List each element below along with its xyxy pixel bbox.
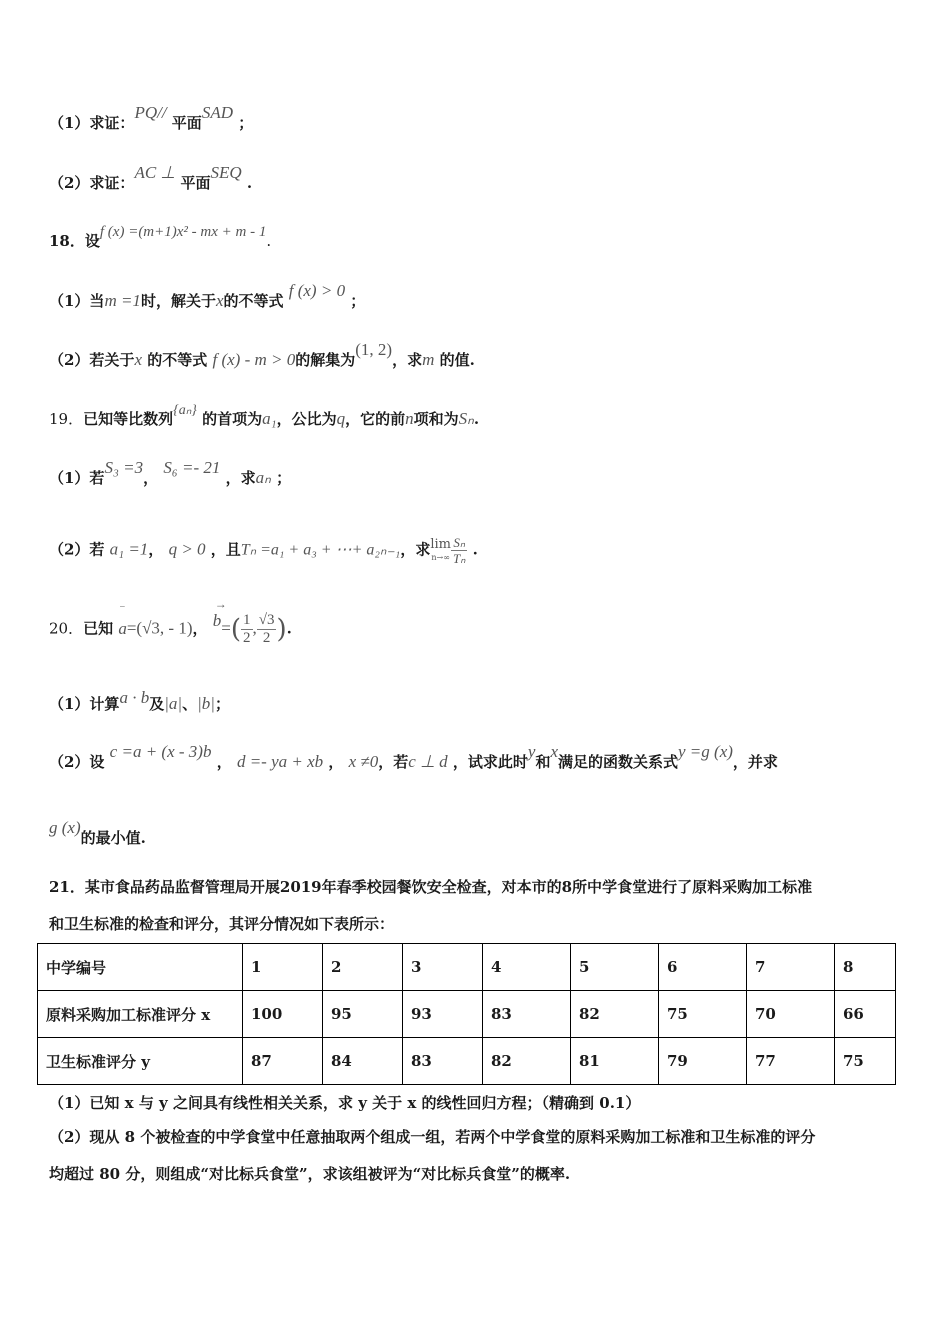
math-vec-a: ‾ a <box>118 604 127 638</box>
math-abs-b: |b| <box>197 694 215 713</box>
table-cell: 7 <box>747 944 835 991</box>
table-cell: 75 <box>835 1038 896 1085</box>
q20-part2 <box>49 742 778 772</box>
q18-end: . <box>266 232 272 250</box>
q20-p2-and: 和 <box>535 753 551 771</box>
math-q: q <box>336 409 346 428</box>
q17-p1-label: （1）求证： <box>49 114 135 132</box>
q21-part1: （1）已知 x 与 y 之间具有线性相关关系，求 y 关于 x 的线性回归方程；（精确到 0.1） <box>49 1094 641 1112</box>
frac-den: 2 <box>243 630 251 646</box>
math-vec-b: → b <box>212 596 227 630</box>
table-row <box>38 991 896 1038</box>
table-cell: 6 <box>659 944 747 991</box>
vec-a-letter: a <box>118 618 127 638</box>
math-sn-over-tn <box>451 535 467 566</box>
q20-p2-d2: 满足的函数关系式 <box>558 753 679 771</box>
q18-p2-c: 的解集为 <box>295 351 356 369</box>
math-m: m <box>422 350 435 369</box>
q17-part2 <box>49 163 253 193</box>
comma: ， <box>143 469 159 487</box>
q18-p2-e: 的值. <box>439 351 475 369</box>
table-cell: 70 <box>747 991 835 1038</box>
table-cell: 77 <box>747 1038 835 1085</box>
math-f-def: f (x) =(m+1)x² - mx + m - 1 <box>99 224 267 240</box>
q20-p1-a: （1）计算 <box>49 695 120 713</box>
math-gx: g (x) <box>49 818 81 837</box>
q19-p2-c: ，求 <box>400 540 431 559</box>
math-x: x <box>550 742 558 761</box>
table-row-header: 中学编号 <box>38 944 243 991</box>
lim-sub: n→∞ <box>431 552 450 562</box>
frac-num: √3 <box>258 612 275 628</box>
q19-p2-b: ，且 <box>210 540 241 559</box>
comma: ， <box>192 619 208 638</box>
table-cell: 79 <box>659 1038 747 1085</box>
table-cell: 87 <box>243 1038 323 1085</box>
math-x: x <box>215 291 224 310</box>
q18-p2-b: 的不等式 <box>147 351 208 369</box>
vec-b-letter: b <box>212 610 222 630</box>
frac-half <box>241 612 253 647</box>
comma: ， <box>328 753 344 771</box>
table-cell: 100 <box>243 991 323 1038</box>
q20-end: . <box>286 619 292 638</box>
q17-p2-label: （2）求证： <box>49 174 135 192</box>
q18-p2-a: （2）若关于 <box>49 351 135 369</box>
math-a-value: =(√3, - 1) <box>126 618 193 638</box>
table-row-header: 卫生标准评分 y <box>38 1038 243 1085</box>
math-pq-parallel: PQ// <box>134 103 167 122</box>
math-a1: a₁ <box>262 409 277 428</box>
separator: 、 <box>182 695 198 713</box>
q18-p1-a: （1）当 <box>49 292 105 310</box>
q19-p1-end: ； <box>276 469 292 487</box>
frac-den: 2 <box>262 630 271 646</box>
frac-sqrt3-half <box>257 612 277 647</box>
frac-num: 1 <box>243 612 251 628</box>
math-limit <box>430 538 451 564</box>
table-cell: 1 <box>243 944 323 991</box>
table-cell: 2 <box>323 944 403 991</box>
q17-part1 <box>49 103 254 133</box>
q19-p1-a: （1）若 <box>49 469 105 487</box>
table-cell: 4 <box>483 944 571 991</box>
table-row-header: 原料采购加工标准评分 x <box>38 991 243 1038</box>
q18-part1 <box>49 281 366 311</box>
q20-part1 <box>49 688 230 714</box>
math-c-def: c =a + (x - 3)b <box>109 742 212 761</box>
q20-p2-e: ，并求 <box>732 753 778 771</box>
q19-p2-end: . <box>472 540 478 559</box>
math-sad: SAD <box>201 103 233 122</box>
q18-stem <box>49 224 272 251</box>
table-row <box>38 944 896 991</box>
math-x-neq-0: x ≠0 <box>348 752 379 771</box>
math-seq-an: {aₙ} <box>173 403 197 418</box>
table-cell: 81 <box>571 1038 659 1085</box>
math-c-perp-d: c ⊥ d <box>408 752 448 771</box>
q21-stem-line2: 和卫生标准的检查和评分，其评分情况如下表所示： <box>49 915 395 933</box>
math-eq: = <box>221 618 231 638</box>
q19-d: 项和为 <box>413 410 459 428</box>
q20-p1-b: 及 <box>149 695 165 713</box>
q20-p2-c2: ，试求此时 <box>452 753 528 771</box>
q21-part2-line2: 均超过 80 分，则组成“对比标兵食堂”，求该组被评为“对比标兵食堂”的概率. <box>49 1165 571 1183</box>
math-a-dot-b: a · b <box>119 688 150 707</box>
table-cell: 5 <box>571 944 659 991</box>
frac-den: Tₙ <box>453 551 466 566</box>
table-cell: 83 <box>403 1038 483 1085</box>
q18-head: 18．设 <box>49 232 100 250</box>
math-an: aₙ <box>255 468 271 487</box>
table-cell: 93 <box>403 991 483 1038</box>
q17-p2-end: . <box>246 174 253 192</box>
q20-p1-end: ； <box>214 695 230 713</box>
math-ac-perp: AC ⊥ <box>134 163 176 182</box>
q18-p1-c: 的不等式 <box>223 292 284 310</box>
q21-stem-line1: 21．某市食品药品监督管理局开展2019年春季校园餐饮安全检查，对本市的8所中学食堂进行了原料采购加工标准 <box>49 878 813 896</box>
math-abs-a: |a| <box>164 694 183 713</box>
lim: lim <box>430 536 451 552</box>
table-cell: 83 <box>483 991 571 1038</box>
table-cell: 82 <box>483 1038 571 1085</box>
table-cell: 66 <box>835 991 896 1038</box>
frac-num: Sₙ <box>451 535 467 551</box>
q17-p2-text: 平面 <box>180 174 211 192</box>
math-a1-eq-1: a₁ =1 <box>109 539 149 559</box>
math-q-gt-0: q > 0 <box>168 539 206 559</box>
q19-p1-b: ，求 <box>225 469 256 487</box>
math-tn-def: Tₙ =a₁ + a₃ + ⋯+ a₂ₙ₋₁ <box>240 541 401 559</box>
q20-p2-line2: 的最小值. <box>80 829 146 847</box>
math-sn: Sₙ <box>458 409 474 428</box>
table-cell: 95 <box>323 991 403 1038</box>
q19-stem: 19．已知等比数列{aₙ} 的首项为a₁，公比为q，它的前n项和为Sₙ. <box>49 403 480 428</box>
q18-p1-b: 时，解关于 <box>140 292 216 310</box>
table-cell: 3 <box>403 944 483 991</box>
q17-p1-text: 平面 <box>171 114 202 132</box>
table-cell: 75 <box>659 991 747 1038</box>
q20-p2-a: （2）设 <box>49 753 105 771</box>
q20-p2-b: ，若 <box>378 753 409 771</box>
math-y-eq-gx: y =g (x) <box>678 742 733 761</box>
q18-p1-end: ； <box>350 292 366 310</box>
math-s3: S₃ =3 <box>104 458 144 477</box>
math-x: x <box>134 350 142 369</box>
q19-end: . <box>473 410 480 428</box>
q19-a: 的首项为 <box>202 410 263 428</box>
math-seq: SEQ <box>210 163 242 182</box>
math-n: n <box>405 409 414 428</box>
table-cell: 82 <box>571 991 659 1038</box>
table-cell: 84 <box>323 1038 403 1085</box>
q19-part1 <box>49 458 292 488</box>
math-y: y <box>527 742 536 761</box>
q19-part2 <box>49 535 478 566</box>
score-table <box>37 943 896 1085</box>
q19-p2-a: （2）若 <box>49 540 105 559</box>
math-fx-minus-m: f (x) - m > 0 <box>212 350 296 369</box>
q21-part2-line1: （2）现从 8 个被检查的中学食堂中任意抽取两个组成一组，若两个中学食堂的原料采购加工标准和卫生标准的评分 <box>49 1128 816 1146</box>
math-interval: (1, 2) <box>355 340 393 359</box>
comma: ， <box>148 540 164 559</box>
math-d-def: d =- ya + xb <box>236 752 324 771</box>
q18-p2-d: ，求 <box>392 351 423 369</box>
table-cell: 8 <box>835 944 896 991</box>
comma: ， <box>216 753 232 771</box>
q20-part2-cont <box>49 818 146 848</box>
q19-b: ，公比为 <box>276 410 337 428</box>
math-m-eq-1: m =1 <box>104 291 141 310</box>
math-fx-gt-0: f (x) > 0 <box>288 281 346 300</box>
math-s6: S₆ =- 21 <box>163 458 221 477</box>
q19-c: ，它的前 <box>345 410 406 428</box>
table-row <box>38 1038 896 1085</box>
q20-stem: 20．已知 ‾ a=(√3, - 1)， → b=( $\frac{1}{2}$ , $\frac{√3}{2}$ ). <box>49 596 292 646</box>
q18-part2 <box>49 340 475 370</box>
q17-p1-end: ； <box>238 114 254 132</box>
